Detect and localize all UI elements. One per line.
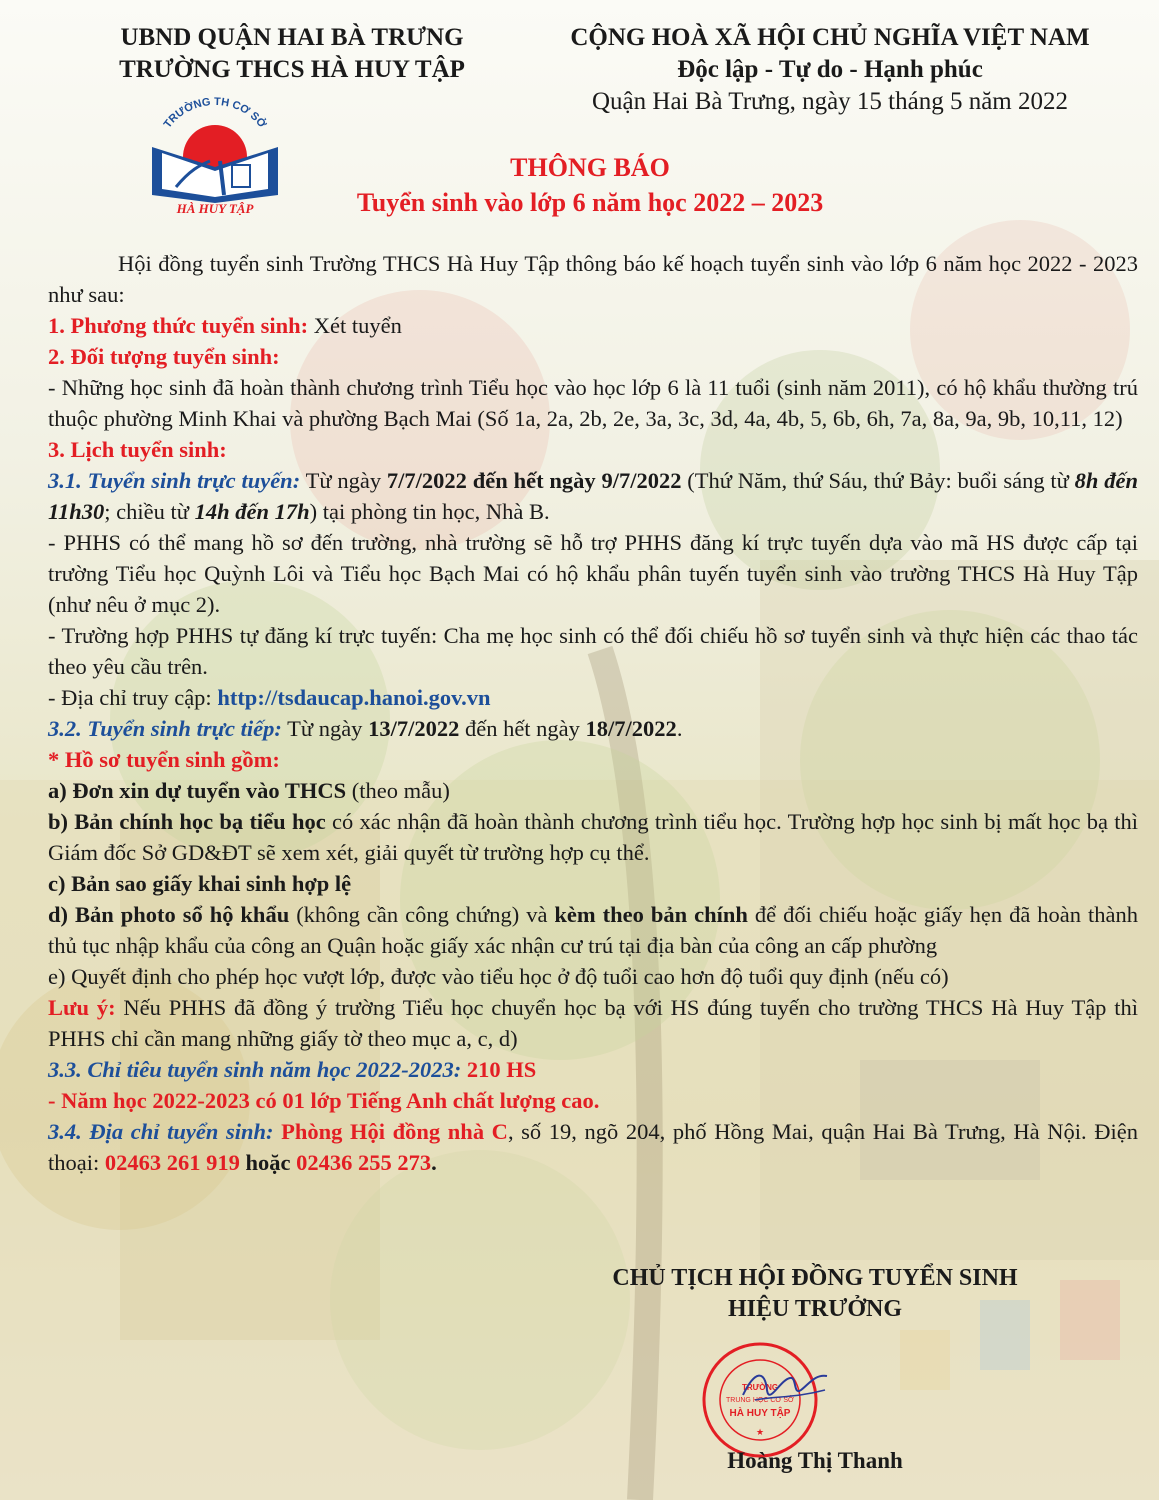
title-line1: THÔNG BÁO	[510, 153, 670, 182]
section-1	[48, 310, 1138, 341]
section-3-2	[48, 713, 1138, 744]
section-2-text: - Những học sinh đã hoàn thành chương trình Tiểu học vào học lớp 6 là 11 tuổi (sinh năm 2011), có hộ khẩu thường trú thuộc phường Minh Khai và phường Bạch Mai (Số 1a, 2a, 2b, 2e, 3a, 3c, 3d, 4a, 4b, 5, 6b, 6h, 7a, 8a, 9a, 9b, 10,11, 12)	[48, 375, 1138, 431]
phone-1: 02463 261 919	[104, 1150, 240, 1175]
text: Từ ngày	[281, 716, 369, 741]
section-3-1-label: 3.1. Tuyển sinh trực tuyến:	[48, 468, 301, 493]
text: (theo mẫu)	[346, 778, 450, 803]
note	[48, 992, 1138, 1054]
country-name: CỘNG HOÀ XÃ HỘI CHỦ NGHĨA VIỆT NAM	[570, 24, 1090, 51]
doc-a-label: a) Đơn xin dự tuyển vào THCS	[48, 778, 347, 803]
direct-start-date: 13/7/2022	[368, 716, 460, 741]
signer-name: Hoàng Thị Thanh	[727, 1448, 903, 1473]
text: ) tại phòng tin học, Nhà B.	[309, 499, 550, 524]
svg-text:TRƯỜNG: TRƯỜNG	[741, 1383, 779, 1392]
quota-value: 210 HS	[461, 1057, 537, 1082]
section-3-4	[48, 1116, 1138, 1178]
doc-e: e) Quyết định cho phép học vượt lớp, được vào tiểu học ở độ tuổi cao hơn độ tuổi quy định (nếu có)	[48, 964, 949, 989]
text: hoặc	[239, 1150, 297, 1175]
logo-bottom-text: HÀ HUY TẬP	[176, 201, 254, 215]
svg-text:HÀ HUY TẬP: HÀ HUY TẬP	[729, 1408, 791, 1419]
direct-end-date: 18/7/2022	[585, 716, 677, 741]
access-address	[48, 682, 1138, 713]
text: để đối chiếu hoặc giấy hẹn đã hoàn thành thủ tục nhập khẩu của công an Quận hoặc giấy xác nhận cư trú tại địa bàn của công an cấp phường	[48, 902, 1139, 958]
morning-hours: 8h đến 11h30	[48, 468, 1139, 524]
text: ; chiều từ	[104, 499, 195, 524]
text: .	[431, 1150, 437, 1175]
issuer-district: UBND QUẬN HAI BÀ TRƯNG	[120, 24, 464, 51]
online-paragraph-2: - Trường hợp PHHS tự đăng kí trực tuyến: Cha mẹ học sinh có thể đối chiếu hồ sơ tuyển sinh và thực hiện các thao tác theo yêu cầu trên.	[48, 623, 1138, 679]
text: (Thứ Năm, thứ Sáu, thứ Bảy: buổi sáng từ	[681, 468, 1075, 493]
doc-d-emphasis: kèm theo bản chính	[554, 902, 748, 927]
issuer-school: TRƯỜNG THCS HÀ HUY TẬP	[119, 56, 465, 83]
online-date-range: 7/7/2022 đến hết ngày 9/7/2022	[386, 468, 682, 493]
notice-title	[290, 150, 890, 220]
doc-d-label: d) Bản photo sổ hộ khẩu	[48, 902, 290, 927]
section-2-label: 2. Đối tượng tuyển sinh:	[48, 344, 280, 369]
section-3-1	[48, 465, 1138, 527]
signer-role-1: CHỦ TỊCH HỘI ĐỒNG TUYỂN SINH	[612, 1265, 1018, 1291]
doc-d	[48, 899, 1138, 961]
school-logo	[140, 95, 290, 215]
note-label: Lưu ý:	[48, 995, 116, 1020]
signature-block	[515, 1263, 1115, 1325]
text: , số 19, ngõ 204, phố Hồng Mai, quận Hai Bà Trưng, Hà Nội. Điện thoại:	[48, 1119, 1139, 1175]
text: - Địa chỉ truy cập:	[48, 685, 218, 710]
motto: Độc lập - Tự do - Hạnh phúc	[677, 56, 983, 83]
handwritten-signature	[735, 1360, 835, 1410]
title-line2: Tuyển sinh vào lớp 6 năm học 2022 – 2023	[356, 188, 824, 217]
high-quality-class: - Năm học 2022-2023 có 01 lớp Tiếng Anh chất lượng cao.	[48, 1088, 600, 1113]
national-motto-block	[520, 22, 1140, 118]
text: đến hết ngày	[459, 716, 586, 741]
section-3-3	[48, 1054, 1138, 1085]
documents-heading: * Hồ sơ tuyển sinh gồm:	[48, 747, 280, 772]
section-3-label: 3. Lịch tuyển sinh:	[48, 437, 227, 462]
enrollment-room: Phòng Hội đồng nhà C	[273, 1119, 508, 1144]
section-3-4-label: 3.4. Địa chỉ tuyển sinh:	[48, 1119, 274, 1144]
svg-text:★: ★	[755, 1427, 765, 1437]
logo-top-text: TRƯỜNG TH CƠ SỞ	[161, 95, 269, 131]
section-1-text: Xét tuyển	[308, 313, 402, 338]
notice-body	[48, 248, 1138, 1178]
doc-c: c) Bản sao giấy khai sinh hợp lệ	[48, 871, 352, 896]
text: có xác nhận đã hoàn thành chương trình tiểu học. Trường hợp học sinh bị mất học bạ thì Giám đốc Sở GD&ĐT sẽ xem xét, giải quyết từ trường hợp cụ thể.	[48, 809, 1139, 865]
section-1-label: 1. Phương thức tuyển sinh:	[48, 313, 309, 338]
svg-text:TRUNG HỌC CƠ SỞ: TRUNG HỌC CƠ SỞ	[725, 1397, 795, 1404]
issuer-block	[62, 22, 522, 86]
text: .	[676, 716, 683, 741]
text: Nếu PHHS đã đồng ý trường Tiểu học chuyển học bạ với HS đúng tuyến cho trường THCS Hà Huy Tập thì PHHS chỉ cần mang những giấy tờ theo mục a, c, d)	[48, 995, 1138, 1051]
registration-link[interactable]: http://tsdaucap.hanoi.gov.vn	[217, 685, 491, 710]
intro: Hội đồng tuyển sinh Trường THCS Hà Huy Tập thông báo kế hoạch tuyển sinh vào lớp 6 năm học 2022 - 2023 như sau:	[48, 251, 1138, 307]
phone-2: 02436 255 273	[296, 1150, 432, 1175]
online-paragraph-1: - PHHS có thể mang hồ sơ đến trường, nhà trường sẽ hỗ trợ PHHS đăng kí trực tuyến dựa vào mã HS được cấp tại trường Tiểu học Quỳnh Lôi và Tiểu học Bạch Mai có hộ khẩu phân tuyến tuyển sinh vào trường THCS Hà Huy Tập (như nêu ở mục 2).	[48, 530, 1138, 617]
section-3-3-label: 3.3. Chỉ tiêu tuyển sinh năm học 2022-2023:	[48, 1057, 462, 1082]
text: (không cần công chứng) và	[289, 902, 555, 927]
signer-role-2: HIỆU TRƯỞNG	[727, 1296, 903, 1322]
section-3-2-label: 3.2. Tuyển sinh trực tiếp:	[48, 716, 282, 741]
text: Từ ngày	[300, 468, 387, 493]
afternoon-hours: 14h đến 17h	[194, 499, 310, 524]
doc-a	[48, 775, 1138, 806]
doc-b-label: b) Bản chính học bạ tiểu học	[48, 809, 326, 834]
doc-b	[48, 806, 1138, 868]
place-date: Quận Hai Bà Trưng, ngày 15 tháng 5 năm 2022	[591, 88, 1068, 115]
